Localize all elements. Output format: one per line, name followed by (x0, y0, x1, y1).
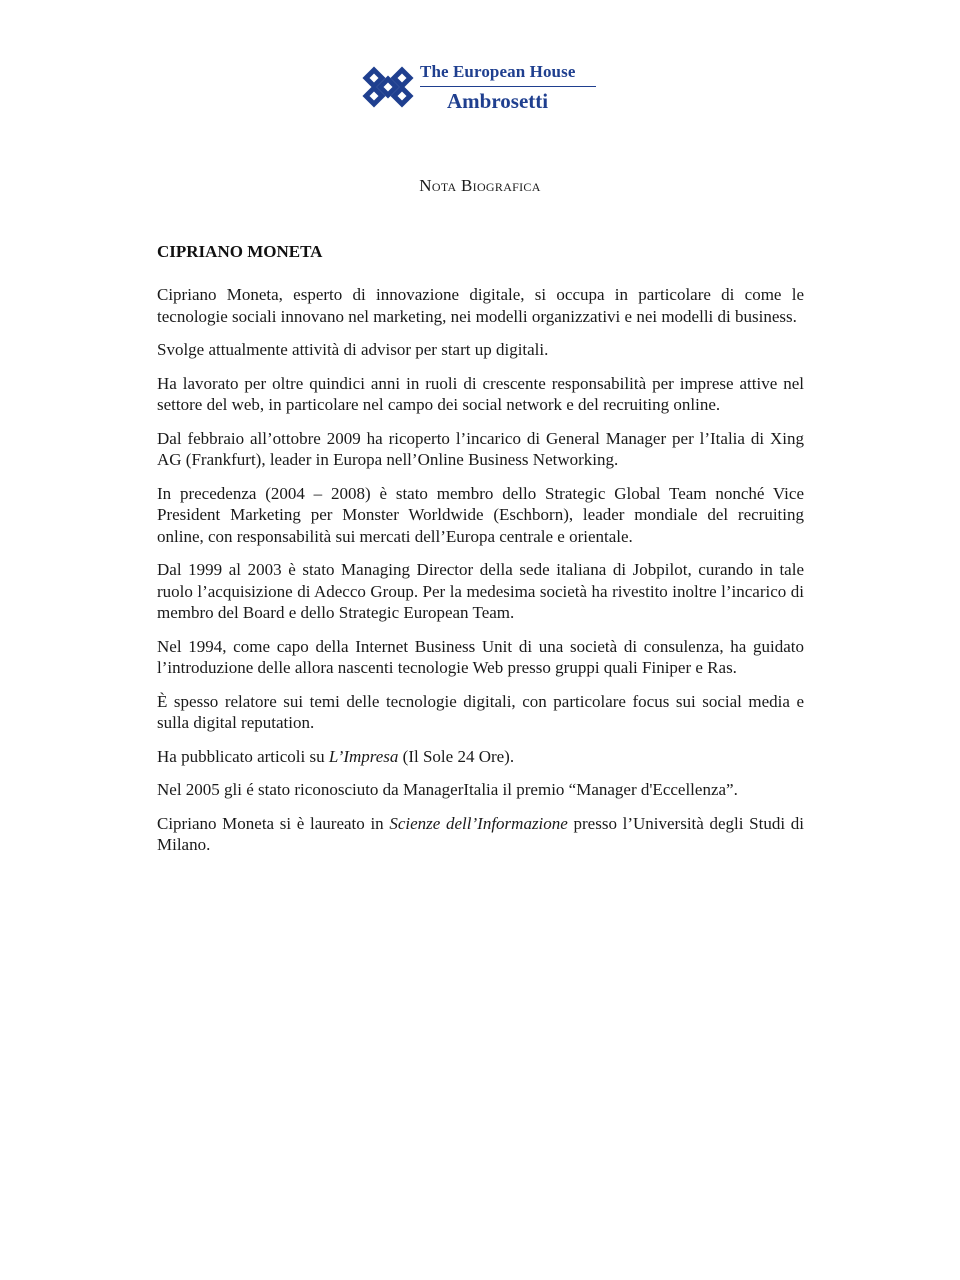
biography-body (157, 284, 804, 868)
publication-title: L’Impresa (328, 746, 399, 766)
bio-paragraph: Dal 1999 al 2003 è stato Managing Director della sede italiana di Jobpilot, curando in tale ruolo l’acquisizione di Adecco Group. Per la medesima società ha rivestito inoltre l’incarico di membro del Board e dello Strategic European Team. (157, 560, 804, 622)
logo-text-line-1: The European House (420, 62, 576, 81)
degree-title: Scienze dell’Informazione (389, 813, 568, 833)
bio-paragraph: È spesso relatore sui temi delle tecnologie digitali, con particolare focus sui social media e sulla digital reputation. (157, 691, 804, 732)
bio-paragraph: Svolge attualmente attività di advisor per start up digitali. (157, 340, 549, 359)
person-name: CIPRIANO MONETA (157, 242, 323, 261)
publications-text-after: (Il Sole 24 Ore). (398, 746, 515, 766)
ambrosetti-logo (362, 62, 602, 112)
bio-paragraph-publications (157, 746, 804, 768)
bio-paragraph: Nel 2005 gli é stato riconosciuto da ManagerItalia il premio “Manager d'Eccellenza”. (157, 780, 738, 799)
bio-paragraph: Nel 1994, come capo della Internet Business Unit di una società di consulenza, ha guidato l’introduzione delle allora nascenti tecnologie Web presso gruppi quali Finiper e Ras. (157, 636, 804, 677)
logo-text-line-2: Ambrosetti (447, 89, 549, 113)
ambrosetti-logo-mark-icon (362, 66, 414, 108)
bio-paragraph: Ha lavorato per oltre quindici anni in ruoli di crescente responsabilità per imprese attive nel settore del web, in particolare nel campo dei social network e del recruiting online. (157, 373, 804, 414)
logo-divider (420, 86, 596, 87)
publications-text-before: Ha pubblicato articoli su (157, 746, 329, 766)
document-heading: Nota Biografica (419, 176, 541, 195)
bio-paragraph-education (157, 813, 804, 856)
education-text-after: presso l’Università degli Studi di Milano. (157, 813, 804, 854)
bio-paragraph: Dal febbraio all’ottobre 2009 ha ricoperto l’incarico di General Manager per l’Italia di Xing AG (Frankfurt), leader in Europa nell’Online Business Networking. (157, 428, 804, 469)
education-text-before: Cipriano Moneta si è laureato in (157, 813, 390, 833)
bio-paragraph: In precedenza (2004 – 2008) è stato membro dello Strategic Global Team nonché Vice President Marketing per Monster Worldwide (Eschborn), leader mondiale del recruiting online, con responsabilità sui mercati dell’Europa centrale e orientale. (157, 483, 804, 546)
bio-paragraph: Cipriano Moneta, esperto di innovazione digitale, si occupa in particolare di come le tecnologie sociali innovano nel marketing, nei modelli organizzativi e nei modelli di business. (157, 285, 804, 326)
